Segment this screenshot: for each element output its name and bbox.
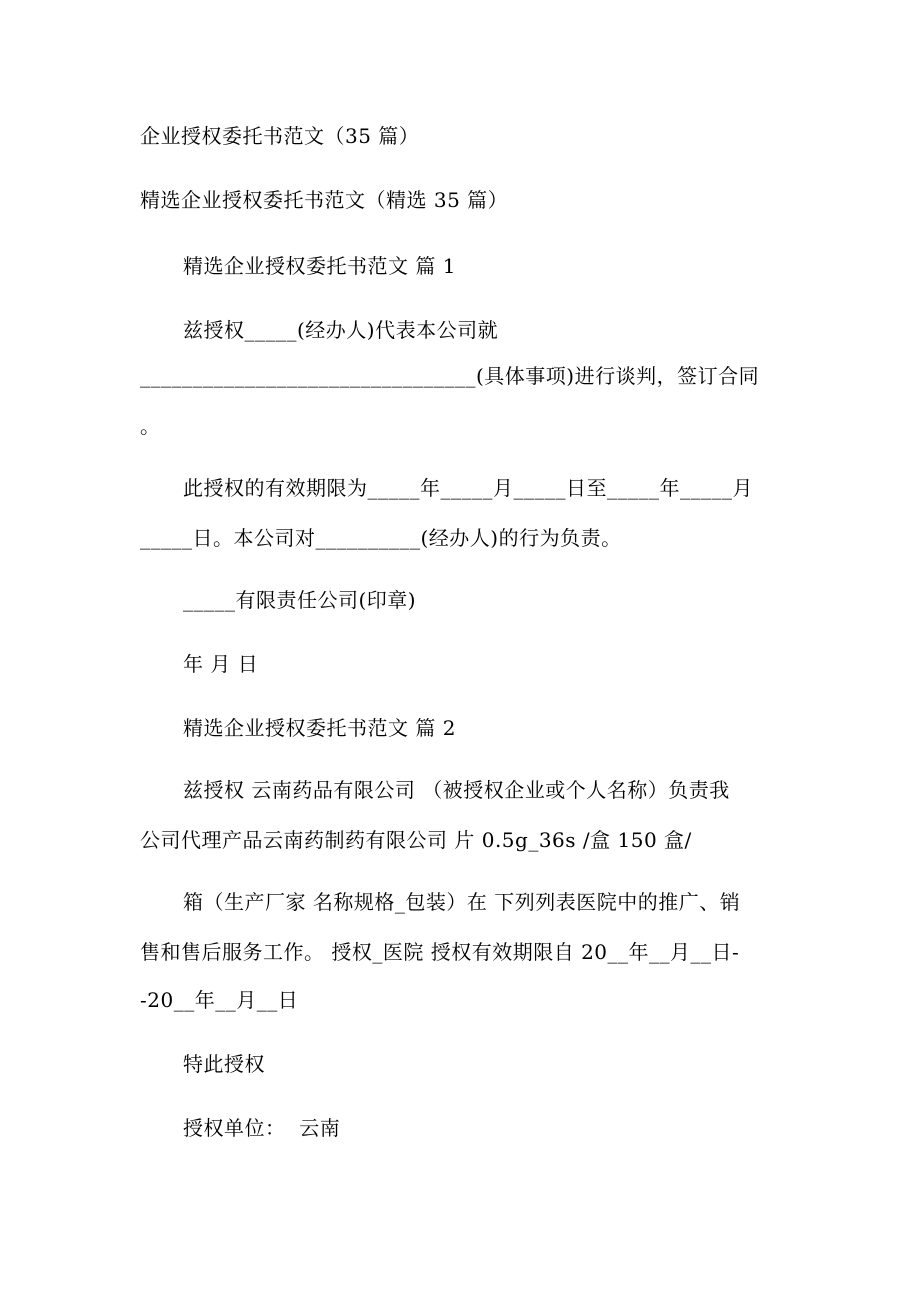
section-2-paragraph-2-line-2: 售和售后服务工作。 授权_医院 授权有效期限自 20__年__月__日- [140, 940, 740, 964]
document-subtitle: 精选企业授权委托书范文（精选 35 篇） [140, 188, 509, 212]
date-line: 年 月 日 [183, 652, 259, 676]
section-2-paragraph-1-line-1: 兹授权 云南药品有限公司 （被授权企业或个人名称）负责我 [183, 778, 730, 802]
section-2-paragraph-1-line-2: 公司代理产品云南药制药有限公司 片 0.5g_36s /盒 150 盒/ [140, 828, 692, 852]
section-1-paragraph-1-line-1: 兹授权_____(经办人)代表本公司就 [183, 318, 499, 342]
section-2-paragraph-2-line-1: 箱（生产厂家 名称规格_包装）在 下列列表医院中的推广、销 [183, 890, 741, 914]
section-1-paragraph-2-line-1: 此授权的有效期限为_____年_____月_____日至_____年_____月 [183, 476, 753, 500]
section-2-heading: 精选企业授权委托书范文 篇 2 [183, 716, 456, 740]
company-seal-line: _____有限责任公司(印章) [183, 588, 417, 612]
grantor-line: 授权单位： 云南 [183, 1116, 341, 1140]
section-2-paragraph-2-line-3: -20__年__月__日 [140, 988, 299, 1012]
section-1-paragraph-2-line-2: _____日。本公司对__________(经办人)的行为负责。 [140, 526, 622, 550]
document-title: 企业授权委托书范文（35 篇） [140, 124, 420, 148]
section-1-paragraph-1-line-2: ________________________________(具体事项)进行谈判，签订合同 [140, 364, 760, 388]
section-1-paragraph-1-line-3: 。 [140, 414, 161, 438]
section-1-heading: 精选企业授权委托书范文 篇 1 [183, 254, 456, 278]
closing-line: 特此授权 [183, 1052, 265, 1076]
